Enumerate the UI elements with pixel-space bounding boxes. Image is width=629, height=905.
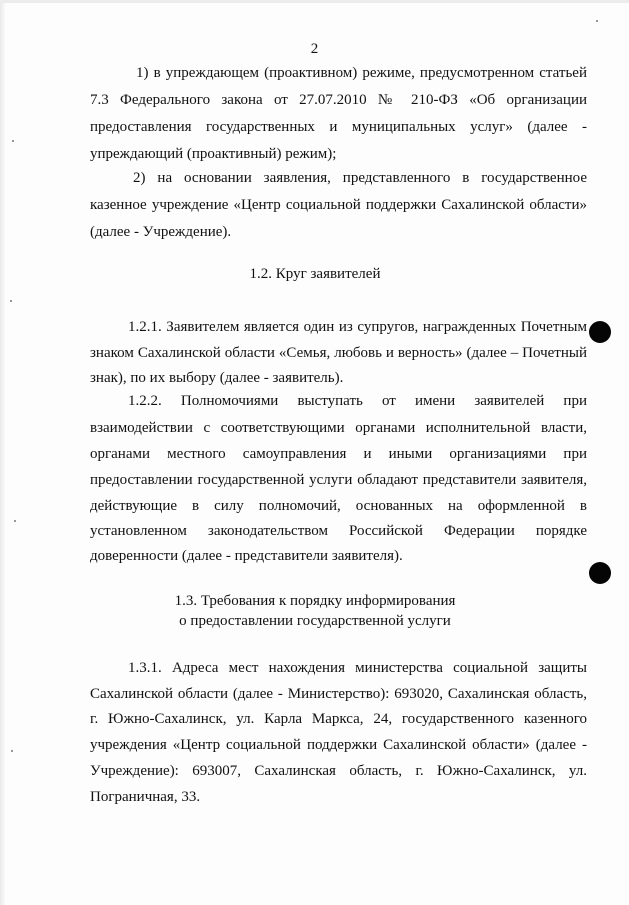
- page-number: 2: [310, 41, 319, 57]
- hole-punch-mark: [589, 562, 611, 584]
- section-heading: о предоставлении государственной услуги: [179, 613, 451, 629]
- paragraph-line: установленном законодательством Российской Федерации порядке: [90, 523, 587, 539]
- paragraph-line: действующие в силу полномочий, основанных на оформленной в: [90, 498, 587, 514]
- scan-edge-shadow: [0, 0, 6, 905]
- paragraph-line: Сахалинской области (далее - Министерство): 693020, Сахалинская область,: [90, 686, 587, 702]
- paragraph-line: учреждения «Центр социальной поддержки Сахалинской области» (далее -: [90, 737, 587, 753]
- paragraph-line: казенное учреждение «Центр социальной поддержки Сахалинской области»: [90, 197, 587, 213]
- scan-edge-shadow-top: [0, 0, 629, 3]
- paragraph-line: взаимодействии с соответствующими органами исполнительной власти,: [90, 420, 587, 436]
- paragraph-line: органами местного самоуправления и иными организациями при: [90, 446, 587, 462]
- scan-speck: [12, 140, 14, 142]
- hole-punch-mark: [589, 321, 611, 343]
- scan-speck: [10, 300, 12, 302]
- paragraph-line: 7.3 Федерального закона от 27.07.2010 № 210-ФЗ «Об организации: [90, 92, 587, 108]
- paragraph-line: предоставления государственных и муниципальных услуг» (далее -: [90, 119, 587, 135]
- section-heading: 1.3. Требования к порядку информирования: [174, 593, 456, 609]
- scan-speck: [14, 520, 16, 522]
- section-heading: 1.2. Круг заявителей: [249, 266, 381, 282]
- paragraph-line: Учреждение): 693007, Сахалинская область, г. Южно-Сахалинск, ул.: [90, 763, 587, 779]
- scan-speck: [596, 20, 598, 22]
- paragraph-line: знак), по их выбору (далее - заявитель).: [90, 370, 344, 386]
- paragraph-line: (далее - Учреждение).: [90, 224, 232, 240]
- paragraph-line: г. Южно-Сахалинск, ул. Карла Маркса, 24, государственного казенного: [90, 711, 587, 727]
- paragraph-line: предоставлении государственной услуги обладают представители заявителя,: [90, 472, 587, 488]
- scan-speck: [11, 750, 13, 752]
- paragraph-line: 2) на основании заявления, представленного в государственное: [133, 170, 587, 186]
- paragraph-line: доверенности (далее - представители заявителя).: [90, 548, 403, 564]
- paragraph-line: 1.2.2. Полномочиями выступать от имени заявителей при: [128, 393, 587, 409]
- paragraph-line: 1.2.1. Заявителем является один из супругов, награжденных Почетным: [128, 319, 587, 335]
- paragraph-line: 1.3.1. Адреса мест нахождения министерства социальной защиты: [128, 660, 587, 676]
- paragraph-line: 1) в упреждающем (проактивном) режиме, предусмотренном статьей: [136, 65, 587, 81]
- paragraph-line: Пограничная, 33.: [90, 789, 201, 805]
- paragraph-line: знаком Сахалинской области «Семья, любовь и верность» (далее – Почетный: [90, 345, 587, 361]
- paragraph-line: упреждающий (проактивный) режим);: [90, 146, 337, 162]
